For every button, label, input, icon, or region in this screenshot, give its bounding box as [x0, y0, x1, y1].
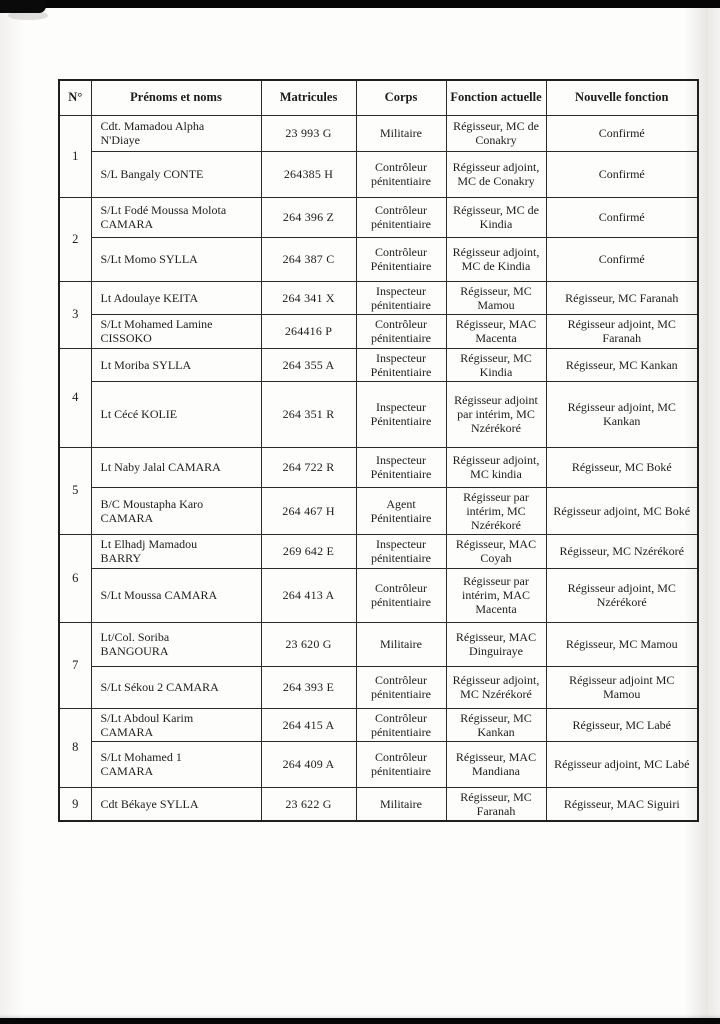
cell-fonction-actuelle: Régisseur, MC Mamou [446, 281, 546, 314]
cell-nouvelle-fonction: Régisseur, MC Kankan [546, 348, 698, 381]
table-row [59, 622, 698, 666]
cell-group-number: 8 [59, 708, 91, 787]
cell-nouvelle-fonction: Confirmé [546, 151, 698, 197]
cell-fonction-actuelle: Régisseur, MC de Conakry [446, 115, 546, 151]
cell-matricule: 264 393 E [261, 666, 356, 708]
cell-name: Lt Cécé KOLIE [91, 381, 261, 447]
cell-nouvelle-fonction: Régisseur, MC Boké [546, 447, 698, 487]
cell-group-number: 9 [59, 787, 91, 821]
table-row [59, 787, 698, 821]
cell-name: S/L Bangaly CONTE [91, 151, 261, 197]
cell-nouvelle-fonction: Régisseur adjoint, MC Kankan [546, 381, 698, 447]
table-row [59, 197, 698, 237]
cell-corps: Inspecteur Pénitentiaire [356, 381, 446, 447]
cell-name: S/Lt Abdoul Karim CAMARA [91, 708, 261, 741]
cell-corps: Agent Pénitentiaire [356, 487, 446, 534]
cell-matricule: 264 387 C [261, 237, 356, 281]
cell-corps: Contrôleur pénitentiaire [356, 197, 446, 237]
cell-group-number: 2 [59, 197, 91, 281]
table-row [59, 314, 698, 348]
table-row [59, 568, 698, 622]
cell-matricule: 264385 H [261, 151, 356, 197]
cell-name: Cdt. Mamadou Alpha N'Diaye [91, 115, 261, 151]
cell-name: S/Lt Fodé Moussa Molota CAMARA [91, 197, 261, 237]
cell-matricule: 264 413 A [261, 568, 356, 622]
cell-fonction-actuelle: Régisseur adjoint, MC Nzérékoré [446, 666, 546, 708]
cell-corps: Militaire [356, 115, 446, 151]
letterbox-bottom [0, 1018, 720, 1024]
column-header: Nouvelle fonction [546, 80, 698, 115]
cell-nouvelle-fonction: Confirmé [546, 115, 698, 151]
cell-matricule: 264 722 R [261, 447, 356, 487]
personnel-assignment-table [58, 79, 699, 822]
cell-fonction-actuelle: Régisseur adjoint par intérim, MC Nzérékoré [446, 381, 546, 447]
cell-matricule: 23 622 G [261, 787, 356, 821]
cell-nouvelle-fonction: Régisseur, MC Nzérékoré [546, 534, 698, 568]
table-row [59, 534, 698, 568]
cell-name: S/Lt Moussa CAMARA [91, 568, 261, 622]
cell-matricule: 23 620 G [261, 622, 356, 666]
cell-nouvelle-fonction: Régisseur adjoint, MC Labé [546, 741, 698, 787]
cell-matricule: 264 415 A [261, 708, 356, 741]
cell-name: Lt Naby Jalal CAMARA [91, 447, 261, 487]
cell-name: S/Lt Mohamed 1 CAMARA [91, 741, 261, 787]
cell-corps: Contrôleur pénitentiaire [356, 708, 446, 741]
cell-fonction-actuelle: Régisseur, MC Kindia [446, 348, 546, 381]
column-header: Fonction actuelle [446, 80, 546, 115]
cell-group-number: 7 [59, 622, 91, 708]
cell-fonction-actuelle: Régisseur adjoint, MC kindia [446, 447, 546, 487]
cell-corps: Contrôleur Pénitentiaire [356, 237, 446, 281]
letterbox-top [0, 0, 720, 8]
cell-fonction-actuelle: Régisseur, MC de Kindia [446, 197, 546, 237]
cell-nouvelle-fonction: Régisseur, MAC Siguiri [546, 787, 698, 821]
cell-fonction-actuelle: Régisseur, MC Kankan [446, 708, 546, 741]
table-row [59, 348, 698, 381]
cell-group-number: 3 [59, 281, 91, 348]
table-row [59, 741, 698, 787]
cell-nouvelle-fonction: Confirmé [546, 237, 698, 281]
cell-matricule: 264 355 A [261, 348, 356, 381]
cell-name: Lt/Col. Soriba BANGOURA [91, 622, 261, 666]
document-page [0, 8, 720, 1018]
cell-corps: Contrôleur pénitentiaire [356, 666, 446, 708]
cell-group-number: 5 [59, 447, 91, 534]
cell-corps: Inspecteur Pénitentiaire [356, 348, 446, 381]
table-row [59, 708, 698, 741]
cell-group-number: 4 [59, 348, 91, 447]
cell-fonction-actuelle: Régisseur, MC Faranah [446, 787, 546, 821]
column-header: Matricules [261, 80, 356, 115]
cell-nouvelle-fonction: Régisseur adjoint, MC Boké [546, 487, 698, 534]
cell-corps: Inspecteur Pénitentiaire [356, 447, 446, 487]
cell-corps: Contrôleur pénitentiaire [356, 151, 446, 197]
table-row [59, 237, 698, 281]
cell-nouvelle-fonction: Régisseur adjoint, MC Faranah [546, 314, 698, 348]
cell-matricule: 23 993 G [261, 115, 356, 151]
cell-corps: Militaire [356, 622, 446, 666]
cell-matricule: 269 642 E [261, 534, 356, 568]
cell-nouvelle-fonction: Régisseur, MC Labé [546, 708, 698, 741]
cell-fonction-actuelle: Régisseur, MAC Mandiana [446, 741, 546, 787]
table-row [59, 151, 698, 197]
cell-corps: Inspecteur pénitentiaire [356, 534, 446, 568]
cell-corps: Inspecteur pénitentiaire [356, 281, 446, 314]
cell-name: Cdt Békaye SYLLA [91, 787, 261, 821]
cell-fonction-actuelle: Régisseur adjoint, MC de Conakry [446, 151, 546, 197]
table-row [59, 447, 698, 487]
cell-corps: Contrôleur pénitentiaire [356, 741, 446, 787]
column-header: Corps [356, 80, 446, 115]
cell-nouvelle-fonction: Régisseur adjoint MC Mamou [546, 666, 698, 708]
table-row [59, 115, 698, 151]
cell-corps: Contrôleur pénitentiaire [356, 568, 446, 622]
cell-nouvelle-fonction: Confirmé [546, 197, 698, 237]
cell-fonction-actuelle: Régisseur, MAC Macenta [446, 314, 546, 348]
cell-nouvelle-fonction: Régisseur adjoint, MC Nzérékoré [546, 568, 698, 622]
header-row [59, 80, 698, 115]
cell-corps: Contrôleur pénitentiaire [356, 314, 446, 348]
table-row [59, 666, 698, 708]
cell-name: S/Lt Mohamed Lamine CISSOKO [91, 314, 261, 348]
cell-name: Lt Adoulaye KEITA [91, 281, 261, 314]
cell-corps: Militaire [356, 787, 446, 821]
cell-matricule: 264 341 X [261, 281, 356, 314]
table-row [59, 281, 698, 314]
cell-matricule: 264416 P [261, 314, 356, 348]
cell-group-number: 1 [59, 115, 91, 197]
table-row [59, 381, 698, 447]
cell-name: S/Lt Sékou 2 CAMARA [91, 666, 261, 708]
cell-name: Lt Moriba SYLLA [91, 348, 261, 381]
table-row [59, 487, 698, 534]
cell-matricule: 264 351 R [261, 381, 356, 447]
cell-matricule: 264 409 A [261, 741, 356, 787]
cell-name: S/Lt Momo SYLLA [91, 237, 261, 281]
cell-fonction-actuelle: Régisseur, MAC Coyah [446, 534, 546, 568]
cell-fonction-actuelle: Régisseur adjoint, MC de Kindia [446, 237, 546, 281]
cell-group-number: 6 [59, 534, 91, 622]
column-header: Prénoms et noms [91, 80, 261, 115]
cell-fonction-actuelle: Régisseur, MAC Dinguiraye [446, 622, 546, 666]
cell-nouvelle-fonction: Régisseur, MC Faranah [546, 281, 698, 314]
cell-matricule: 264 396 Z [261, 197, 356, 237]
cell-nouvelle-fonction: Régisseur, MC Mamou [546, 622, 698, 666]
column-header: N° [59, 80, 91, 115]
cell-fonction-actuelle: Régisseur par intérim, MC Nzérékoré [446, 487, 546, 534]
cell-name: Lt Elhadj Mamadou BARRY [91, 534, 261, 568]
cell-fonction-actuelle: Régisseur par intérim, MAC Macenta [446, 568, 546, 622]
cell-name: B/C Moustapha Karo CAMARA [91, 487, 261, 534]
cell-matricule: 264 467 H [261, 487, 356, 534]
